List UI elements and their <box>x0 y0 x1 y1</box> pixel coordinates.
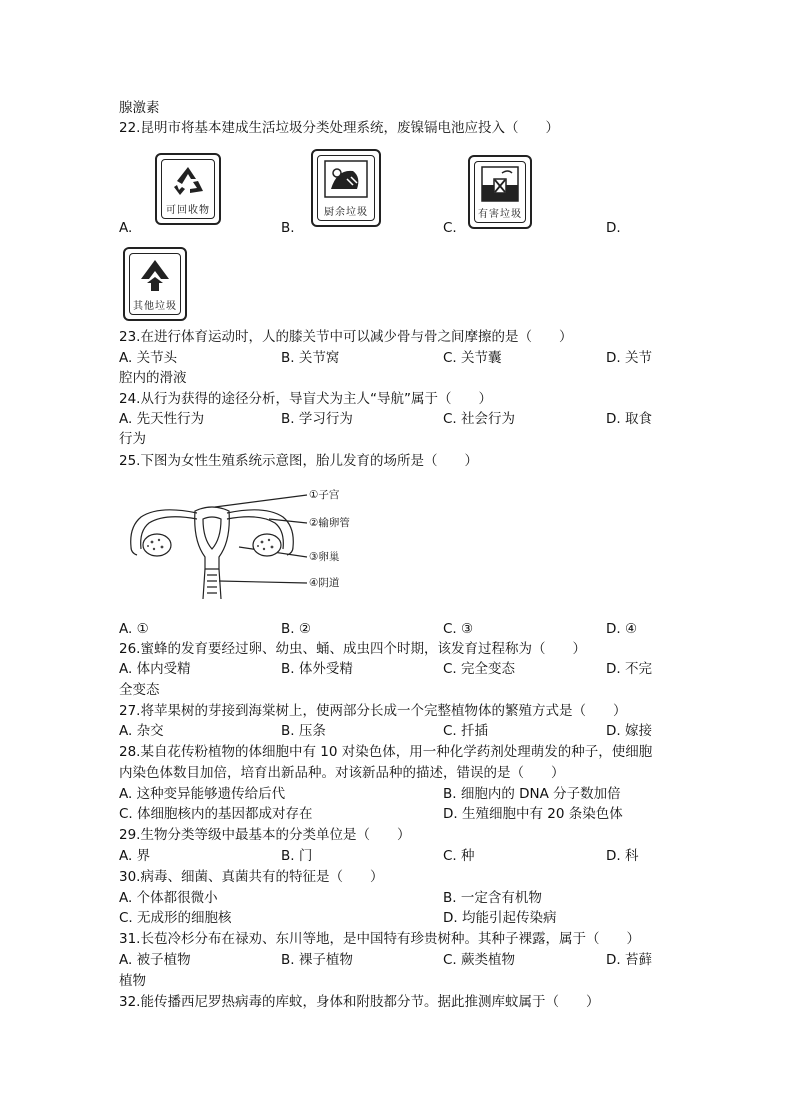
question-24: 24.从行为获得的途径分析，导盲犬为主人“导航”属于（ ） <box>119 391 492 407</box>
text-line: 腔内的滑液 <box>119 370 187 386</box>
food-waste-icon <box>323 159 369 199</box>
q26-option-a: A. 体内受精 <box>119 661 191 677</box>
recycle-icon <box>168 163 208 199</box>
question-25: 25.下图为女性生殖系统示意图，胎儿发育的场所是（ ） <box>119 453 478 469</box>
q22-option-c: C. <box>443 220 457 236</box>
diagram-label-vagina: ④阴道 <box>309 577 340 589</box>
q28-option-b: B. 细胞内的 DNA 分子数加倍 <box>443 786 621 802</box>
female-reproductive-diagram <box>119 483 349 601</box>
q24-option-c: C. 社会行为 <box>443 411 516 427</box>
q25-option-d: D. ④ <box>606 621 638 637</box>
q22-option-a: A. <box>119 220 133 236</box>
q29-option-c: C. 种 <box>443 848 475 864</box>
q24-option-d: D. 取食 <box>606 411 652 427</box>
question-32: 32.能传播西尼罗热病毒的库蚊，身体和附肢都分节。据此推测库蚊属于（ ） <box>119 994 600 1010</box>
q25-option-b: B. ② <box>281 621 311 637</box>
q30-option-a: A. 个体都很微小 <box>119 890 218 906</box>
kitchen-waste-bin-icon <box>311 149 381 227</box>
q23-option-a: A. 关节头 <box>119 350 178 366</box>
hazard-icon <box>480 165 520 203</box>
q30-option-b: B. 一定含有机物 <box>443 890 542 906</box>
diagram-label-ovary: ③卵巢 <box>309 551 340 563</box>
q26-option-b: B. 体外受精 <box>281 661 353 677</box>
text-line: 全变态 <box>119 682 160 698</box>
q27-option-c: C. 扦插 <box>443 723 489 739</box>
q30-option-c: C. 无成形的细胞核 <box>119 910 232 926</box>
diagram-label-uterus: ①子宫 <box>309 489 340 501</box>
bin-label: 厨余垃圾 <box>324 207 368 218</box>
text-line: 行为 <box>119 431 146 447</box>
text-line: 腺激素 <box>119 100 160 116</box>
other-waste-bin-icon <box>123 247 187 321</box>
q31-option-c: C. 蕨类植物 <box>443 952 516 968</box>
question-31: 31.长苞冷杉分布在禄劝、东川等地，是中国特有珍贵树种。其种子裸露，属于（ ） <box>119 931 640 947</box>
q25-option-a: A. ① <box>119 621 149 637</box>
q30-option-d: D. 均能引起传染病 <box>443 910 557 926</box>
bin-label: 有害垃圾 <box>478 209 522 220</box>
q23-option-b: B. 关节窝 <box>281 350 340 366</box>
q26-option-d: D. 不完 <box>606 661 652 677</box>
q26-option-c: C. 完全变态 <box>443 661 516 677</box>
question-29: 29.生物分类等级中最基本的分类单位是（ ） <box>119 827 411 843</box>
recyclable-bin-icon <box>155 153 221 225</box>
bin-label: 可回收物 <box>166 205 210 216</box>
question-27: 27.将苹果树的芽接到海棠树上，使两部分长成一个完整植物体的繁殖方式是（ ） <box>119 703 627 719</box>
q27-option-b: B. 压条 <box>281 723 326 739</box>
question-22: 22.昆明市将基本建成生活垃圾分类处理系统，废镍镉电池应投入（ ） <box>119 120 559 136</box>
q24-option-b: B. 学习行为 <box>281 411 353 427</box>
question-28-cont: 内染色体数目加倍，培育出新品种。对该新品种的描述，错误的是（ ） <box>119 765 565 781</box>
q27-option-a: A. 杂交 <box>119 723 164 739</box>
q31-option-d: D. 苔藓 <box>606 952 652 968</box>
diagram-label-fallopian-tube: ②输卵管 <box>309 517 350 529</box>
other-waste-icon <box>137 257 173 295</box>
q22-option-b: B. <box>281 220 295 236</box>
text-line: 植物 <box>119 973 146 989</box>
q25-option-c: C. ③ <box>443 621 474 637</box>
q23-option-c: C. 关节囊 <box>443 350 502 366</box>
question-26: 26.蜜蜂的发育要经过卵、幼虫、蛹、成虫四个时期，该发育过程称为（ ） <box>119 641 586 657</box>
q29-option-a: A. 界 <box>119 848 151 864</box>
q28-option-c: C. 体细胞核内的基因都成对存在 <box>119 806 313 822</box>
q28-option-a: A. 这种变异能够遗传给后代 <box>119 786 286 802</box>
q22-option-d: D. <box>606 220 621 236</box>
q27-option-d: D. 嫁接 <box>606 723 652 739</box>
question-30: 30.病毒、细菌、真菌共有的特征是（ ） <box>119 869 384 885</box>
question-23: 23.在进行体育运动时，人的膝关节中可以减少骨与骨之间摩擦的是（ ） <box>119 329 573 345</box>
q31-option-b: B. 裸子植物 <box>281 952 353 968</box>
q24-option-a: A. 先天性行为 <box>119 411 205 427</box>
question-28: 28.某自花传粉植物的体细胞中有 10 对染色体，用一种化学药剂处理萌发的种子，使细胞 <box>119 744 653 760</box>
q28-option-d: D. 生殖细胞中有 20 条染色体 <box>443 806 623 822</box>
q29-option-d: D. 科 <box>606 848 639 864</box>
bin-label: 其他垃圾 <box>133 301 177 312</box>
q31-option-a: A. 被子植物 <box>119 952 191 968</box>
q29-option-b: B. 门 <box>281 848 313 864</box>
hazardous-bin-icon <box>468 155 532 229</box>
q23-option-d: D. 关节 <box>606 350 652 366</box>
